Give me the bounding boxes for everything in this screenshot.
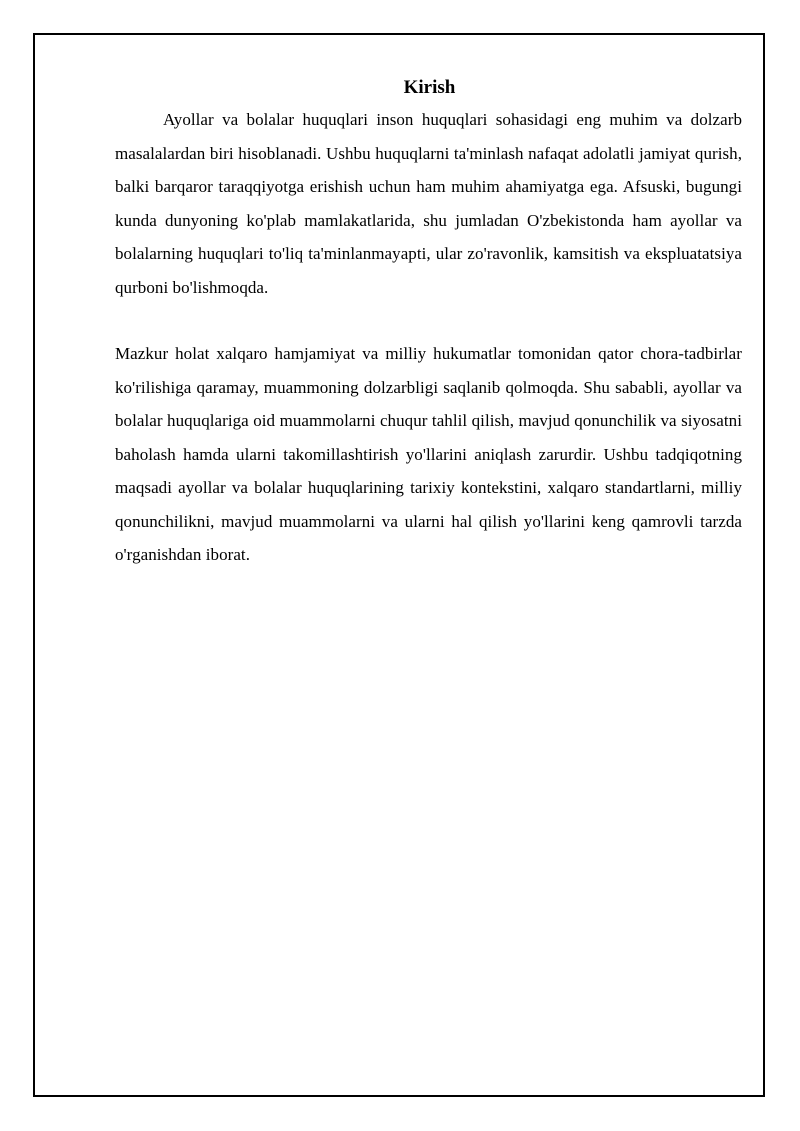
paragraph-spacer (115, 304, 742, 337)
document-body (115, 75, 742, 572)
page-title: Kirish (403, 77, 456, 98)
paragraph-1: Ayollar va bolalar huquqlari inson huquqlari sohasidagi eng muhim va dolzarb masalalardan biri hisoblanadi. Ushbu huquqlarni ta'minlash nafaqat adolatli jamiyat qurish, balki barqaror taraqqiyotga erishish uchun ham muhim ahamiyatga ega. Afsuski, bugungi kunda dunyoning ko'plab mamlakatlarida, shu jumladan O'zbekistonda ham ayollar va bolalarning huquqlari to'liq ta'minlanmayapti, ular zo'ravonlik, kamsitish va ekspluatatsiya qurboni bo'lishmoqda. (115, 110, 742, 297)
paragraph-2: Mazkur holat xalqaro hamjamiyat va milliy hukumatlar tomonidan qator chora-tadbirlar ko'rilishiga qaramay, muammoning dolzarbligi saqlanib qolmoqda. Shu sababli, ayollar va bolalar huquqlariga oid muammolarni chuqur tahlil qilish, mavjud qonunchilik va siyosatni baholash hamda ularni takomillashtirish yo'llarini aniqlash zarurdir. Ushbu tadqiqotning maqsadi ayollar va bolalar huquqlarining tarixiy kontekstini, xalqaro standartlarni, milliy qonunchilikni, mavjud muammolarni va ularni hal qilish yo'llarini keng qamrovli tarzda o'rganishdan iborat. (115, 344, 742, 564)
